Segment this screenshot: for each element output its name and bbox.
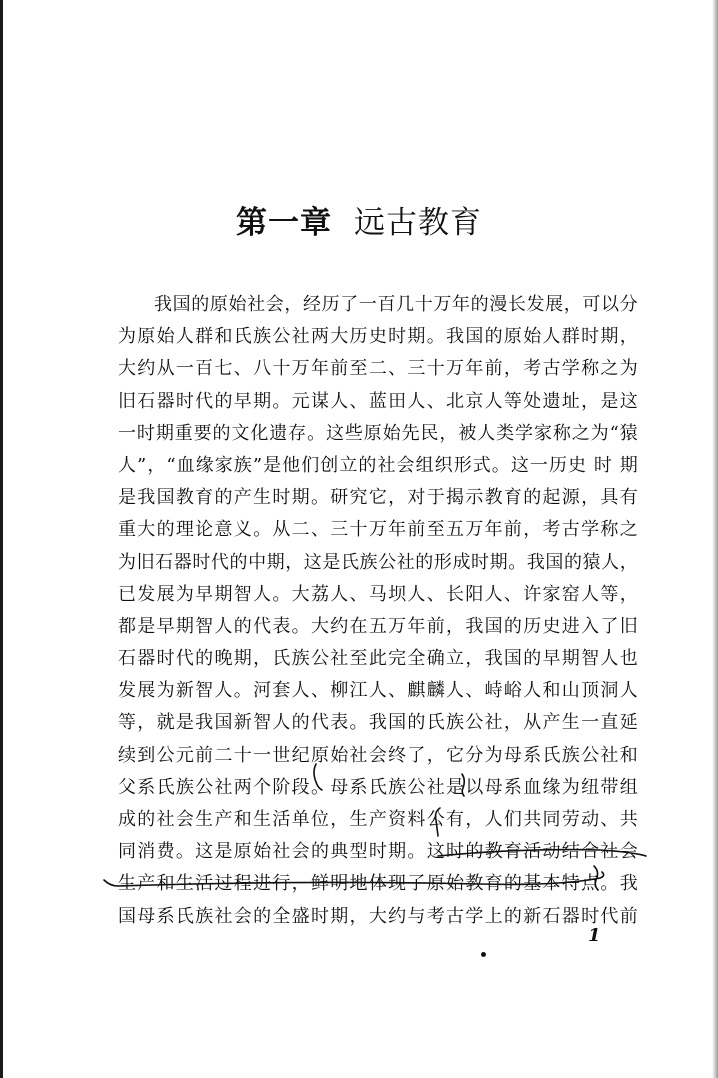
text-line: 是我国教育的产生时期。研究它，对于揭示教育的起源，具有 — [118, 487, 638, 509]
text-line: 人”，“血缘家族”是他们创立的社会组织形式。这一历史 时 期 — [118, 454, 638, 476]
text-line: 续到公元前二十一世纪原始社会终了，它分为母系氏族公社和 — [118, 744, 638, 766]
text-line: 石器时代的晚期，氏族公社至此完全确立，我国的早期智人也 — [118, 648, 638, 670]
text-line: 大约从一百七、八十万年前至二、三十万年前，考古学称之为 — [118, 358, 638, 380]
body-paragraph — [118, 289, 638, 933]
scan-speck — [481, 952, 486, 957]
text-line: 国母系氏族社会的全盛时期，大约与考古学上的新石器时代前 — [118, 905, 638, 927]
text-line: 一时期重要的文化遗存。这些原始先民，被人类学家称之为“猿 — [118, 422, 638, 444]
text-line: 发展为新智人。河套人、柳江人、麒麟人、峙峪人和山顶洞人 — [118, 680, 638, 702]
chapter-number: 第一章 — [236, 205, 332, 241]
text-line: 生产和生活过程进行，鲜明地体现了原始教育的基本特点。我 — [118, 873, 638, 895]
text-line: 旧石器时代的早期。元谋人、蓝田人、北京人等处遗址，是这 — [118, 390, 638, 412]
text-line: 父系氏族公社两个阶段。母系氏族公社是以母系血缘为纽带组 — [118, 776, 638, 798]
text-line: 为旧石器时代的中期，这是氏族公社的形成时期。我国的猿人， — [118, 551, 638, 573]
text-line: 都是早期智人的代表。大约在五万年前，我国的历史进入了旧 — [118, 615, 638, 637]
scan-edge-left — [0, 0, 3, 1078]
text-line: 已发展为早期智人。大荔人、马坝人、长阳人、许家窑人等， — [118, 583, 638, 605]
annotation-underline-margin — [104, 880, 118, 886]
chapter-title: 远古教育 — [354, 205, 482, 241]
scan-edge-right — [712, 0, 718, 1078]
text-line: 成的社会生产和生活单位，生产资料公有，人们共同劳动、共 — [118, 809, 638, 830]
text-line: 同消费。这是原始社会的典型时期。这时的教育活动结合社会 — [118, 841, 638, 863]
text-line: 为原始人群和氏族公社两大历史时期。我国的原始人群时期， — [118, 326, 638, 348]
text-line: 我国的原始社会，经历了一百几十万年的漫长发展，可以分 — [154, 294, 638, 315]
page-number: 1 — [588, 925, 601, 946]
chapter-heading — [0, 200, 718, 246]
text-line: 等，就是我国新智人的代表。我国的氏族公社，从产生一直延 — [118, 712, 638, 734]
text-line: 重大的理论意义。从二、三十万年前至五万年前，考古学称之 — [118, 519, 638, 541]
